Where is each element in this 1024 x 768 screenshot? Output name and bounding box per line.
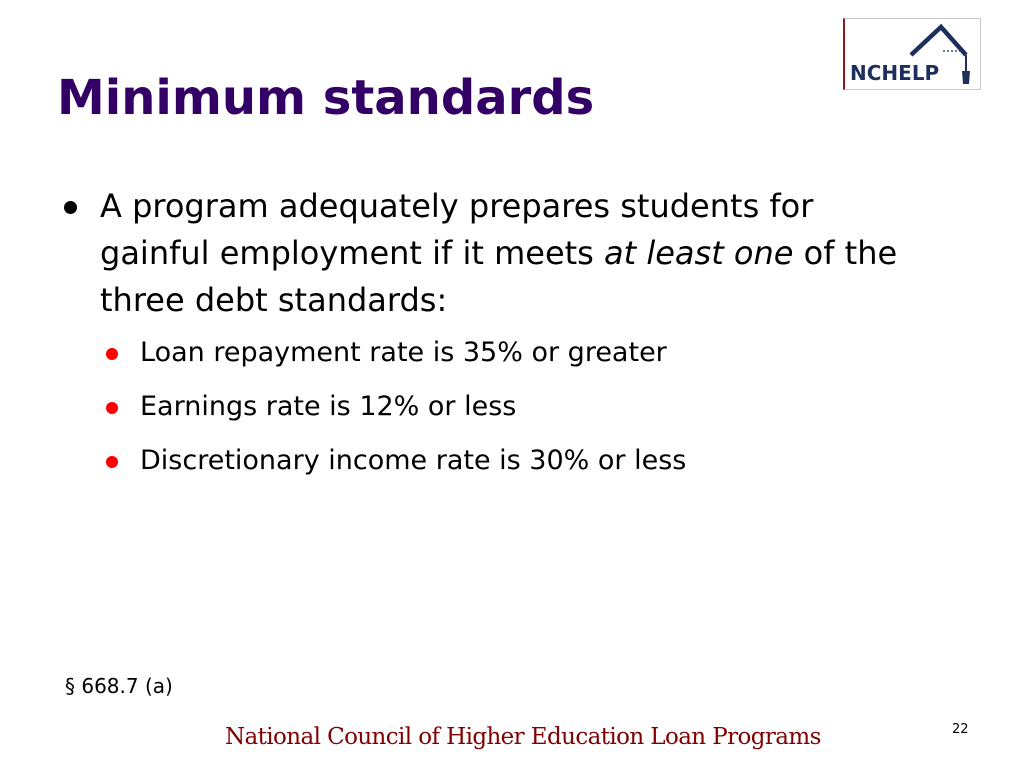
regulation-citation: § 668.7 (a) — [65, 674, 173, 698]
slide-title: Minimum standards — [57, 70, 595, 126]
sub-bullet-text: Discretionary income rate is 30% or less — [140, 445, 687, 476]
sub-bullet-text: Earnings rate is 12% or less — [140, 391, 517, 422]
main-bullet-emphasis: at least one — [604, 234, 794, 272]
bullet-list — [60, 183, 920, 488]
sub-bullet-list — [100, 326, 920, 488]
page-number: 22 — [952, 722, 969, 737]
main-bullet — [60, 183, 920, 488]
bullet-dot-icon — [64, 201, 77, 214]
nchelp-logo — [843, 18, 981, 90]
main-bullet-text-prefix: A program adequately prepares students for gainful employment if it meets — [100, 187, 814, 272]
red-bullet-dot-icon — [106, 402, 118, 414]
sub-bullet-loan-repayment — [100, 326, 920, 380]
footer-organization-name: National Council of Higher Education Loan Programs — [225, 724, 821, 750]
red-bullet-dot-icon — [106, 456, 118, 468]
sub-bullet-discretionary-income — [100, 434, 920, 488]
sub-bullet-text: Loan repayment rate is 35% or greater — [140, 337, 667, 368]
red-bullet-dot-icon — [106, 348, 118, 360]
sub-bullet-earnings-rate — [100, 380, 920, 434]
main-bullet-text-suffix: of the three debt standards: — [100, 234, 898, 319]
logo-text: NCHELP — [850, 61, 940, 85]
